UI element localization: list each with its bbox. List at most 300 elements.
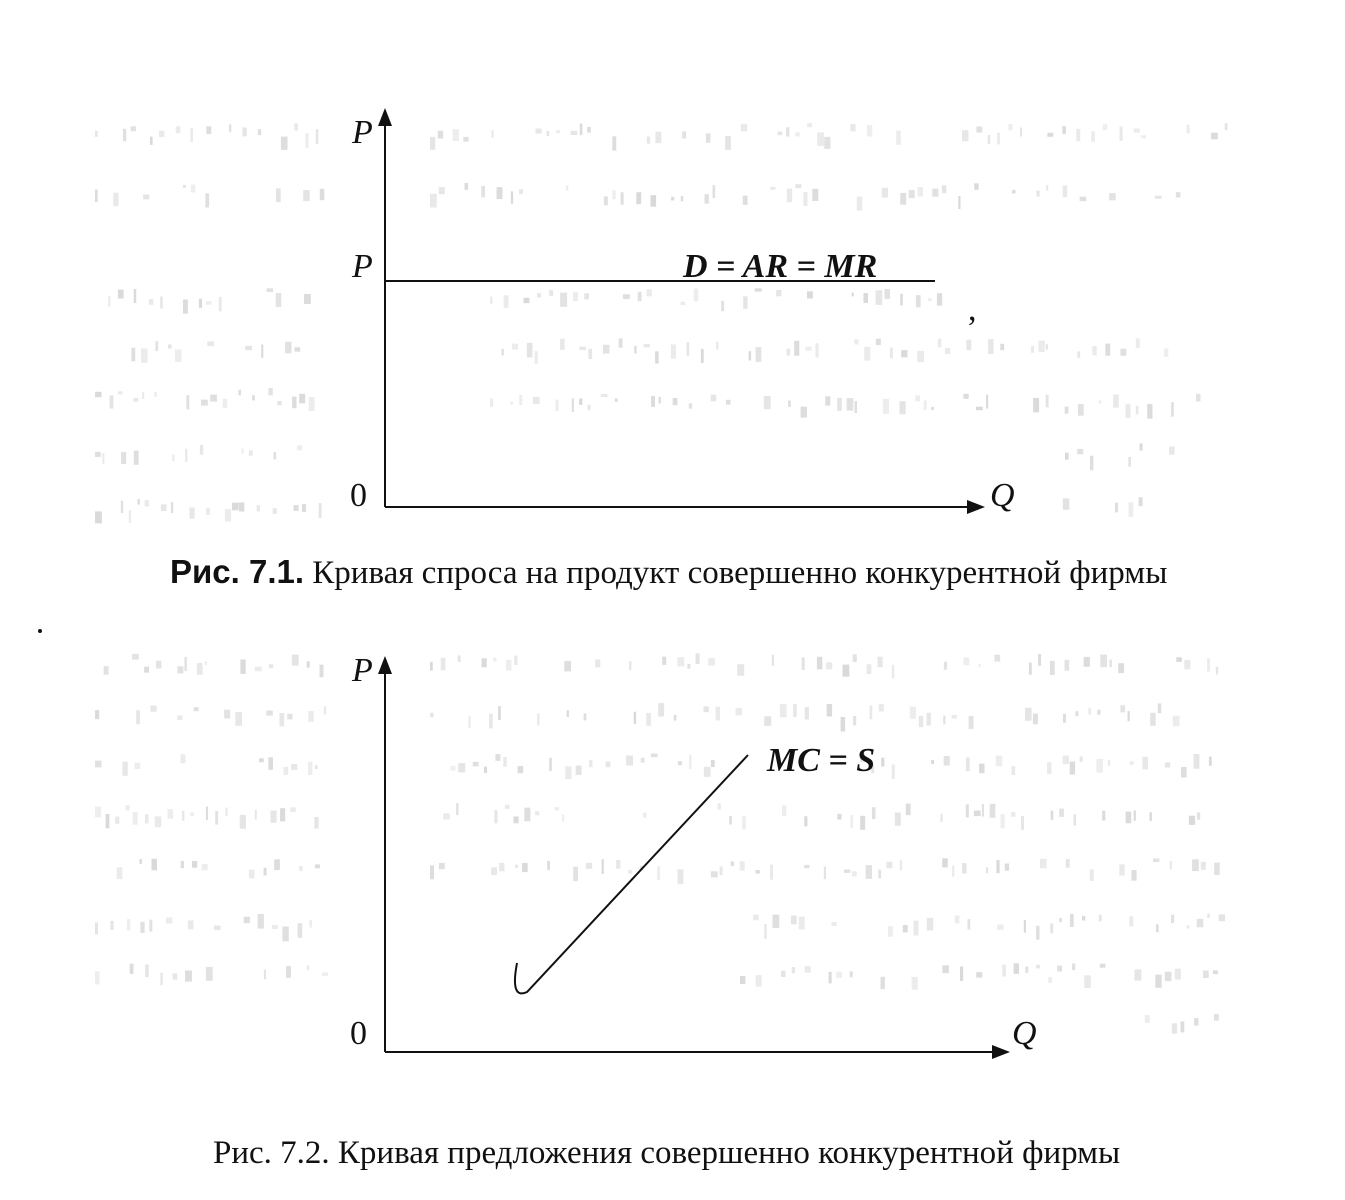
bleed-through-speck bbox=[867, 664, 872, 674]
bleed-through-speck bbox=[564, 661, 571, 671]
bleed-through-speck bbox=[729, 816, 732, 824]
bleed-through-speck bbox=[812, 189, 818, 201]
bleed-through-speck bbox=[502, 349, 504, 356]
bleed-through-speck bbox=[102, 453, 104, 464]
bleed-through-speck bbox=[292, 397, 296, 409]
bleed-through-speck bbox=[1142, 757, 1148, 770]
fig1-x-axis-label: Q bbox=[990, 477, 1015, 514]
bleed-through-speck bbox=[206, 301, 211, 305]
bleed-through-speck bbox=[1012, 190, 1015, 194]
bleed-through-speck bbox=[143, 195, 149, 200]
bleed-through-speck bbox=[1057, 966, 1062, 972]
bleed-through-speck bbox=[701, 349, 704, 363]
bleed-through-speck bbox=[1216, 667, 1218, 675]
bleed-through-speck bbox=[274, 452, 277, 459]
bleed-through-speck bbox=[518, 766, 524, 773]
bleed-through-speck bbox=[511, 402, 513, 405]
bleed-through-speck bbox=[647, 289, 652, 296]
bleed-through-speck bbox=[979, 764, 984, 774]
bleed-through-speck bbox=[673, 398, 678, 405]
bleed-through-speck bbox=[976, 972, 982, 978]
fig2-x-axis-label: Q bbox=[1012, 1015, 1037, 1052]
bleed-through-speck bbox=[1036, 926, 1039, 940]
bleed-through-speck bbox=[430, 865, 434, 879]
bleed-through-speck bbox=[489, 714, 493, 729]
bleed-through-speck bbox=[152, 859, 158, 871]
bleed-through-speck bbox=[1172, 1023, 1177, 1033]
bleed-through-speck bbox=[240, 660, 245, 674]
bleed-through-speck bbox=[199, 299, 202, 308]
bleed-through-speck bbox=[536, 129, 542, 134]
bleed-through-speck bbox=[792, 967, 795, 973]
bleed-through-speck bbox=[1115, 503, 1118, 513]
bleed-through-speck bbox=[713, 185, 716, 198]
bleed-through-speck bbox=[589, 760, 593, 767]
bleed-through-speck bbox=[1025, 708, 1032, 721]
bleed-through-speck bbox=[149, 920, 152, 932]
bleed-through-speck bbox=[1063, 186, 1067, 198]
bleed-through-speck bbox=[481, 186, 485, 197]
bleed-through-speck bbox=[142, 392, 144, 399]
bleed-through-speck bbox=[514, 656, 517, 665]
bleed-through-speck bbox=[1175, 969, 1181, 980]
bleed-through-speck bbox=[918, 187, 924, 196]
bleed-through-speck bbox=[906, 804, 911, 816]
bleed-through-speck bbox=[1012, 766, 1016, 775]
bleed-through-speck bbox=[197, 663, 203, 675]
bleed-through-speck bbox=[185, 449, 187, 462]
bleed-through-speck bbox=[704, 706, 709, 712]
bleed-through-speck bbox=[1120, 127, 1123, 141]
bleed-through-speck bbox=[229, 124, 231, 132]
bleed-through-speck bbox=[705, 194, 709, 203]
bleed-through-speck bbox=[1047, 762, 1052, 774]
bleed-through-speck bbox=[490, 399, 493, 407]
bleed-through-speck bbox=[1130, 761, 1134, 764]
bleed-through-speck bbox=[827, 704, 832, 717]
bleed-through-speck bbox=[988, 339, 993, 354]
bleed-through-speck bbox=[1090, 870, 1094, 881]
bleed-through-speck bbox=[188, 920, 194, 929]
bleed-through-speck bbox=[131, 348, 135, 362]
bleed-through-speck bbox=[1063, 498, 1070, 509]
bleed-through-speck bbox=[547, 131, 549, 136]
bleed-through-speck bbox=[1051, 811, 1054, 820]
bleed-through-speck bbox=[1096, 759, 1103, 773]
bleed-through-speck bbox=[917, 351, 924, 362]
bleed-through-speck bbox=[272, 925, 278, 929]
bleed-through-speck bbox=[537, 713, 540, 725]
bleed-through-speck bbox=[694, 289, 699, 302]
bleed-through-speck bbox=[292, 655, 299, 666]
bleed-through-speck bbox=[160, 973, 162, 985]
bleed-through-speck bbox=[687, 342, 690, 356]
bleed-through-speck bbox=[215, 811, 218, 825]
bleed-through-speck bbox=[682, 132, 686, 139]
bleed-through-speck bbox=[916, 295, 921, 307]
bleed-through-speck bbox=[584, 293, 589, 299]
bleed-through-speck bbox=[177, 716, 182, 721]
bleed-through-speck bbox=[962, 130, 969, 141]
bleed-through-speck bbox=[242, 448, 244, 453]
bleed-through-speck bbox=[903, 925, 908, 932]
bleed-through-speck bbox=[756, 347, 762, 362]
bleed-through-speck bbox=[207, 341, 214, 346]
bleed-through-speck bbox=[826, 662, 832, 669]
bleed-through-speck bbox=[604, 196, 608, 205]
bleed-through-speck bbox=[878, 657, 883, 668]
bleed-through-speck bbox=[1100, 964, 1106, 968]
bleed-through-speck bbox=[280, 808, 285, 821]
bleed-through-speck bbox=[795, 184, 801, 188]
bleed-through-speck bbox=[287, 714, 292, 720]
bleed-through-speck bbox=[473, 762, 479, 767]
bleed-through-speck bbox=[186, 395, 189, 409]
bleed-through-speck bbox=[657, 866, 660, 880]
bleed-through-speck bbox=[223, 399, 227, 408]
bleed-through-speck bbox=[219, 297, 222, 312]
bleed-through-speck bbox=[172, 454, 175, 461]
bleed-through-speck bbox=[587, 127, 591, 133]
bleed-through-speck bbox=[1155, 196, 1162, 199]
bleed-through-speck bbox=[900, 401, 906, 414]
bleed-through-speck bbox=[136, 710, 140, 724]
bleed-through-speck bbox=[1139, 497, 1143, 506]
bleed-through-speck bbox=[988, 135, 991, 144]
bleed-through-speck bbox=[843, 665, 850, 677]
bleed-through-speck bbox=[927, 713, 931, 726]
bleed-through-speck bbox=[1050, 924, 1053, 934]
bleed-through-speck bbox=[497, 187, 503, 199]
bleed-through-speck bbox=[269, 664, 273, 668]
bleed-through-speck bbox=[850, 124, 855, 131]
bleed-through-speck bbox=[1187, 925, 1189, 928]
bleed-through-speck bbox=[1066, 859, 1070, 868]
bleed-through-speck bbox=[718, 803, 721, 809]
bleed-through-speck bbox=[1084, 975, 1091, 988]
bleed-through-speck bbox=[458, 655, 461, 662]
bleed-through-speck bbox=[533, 397, 540, 404]
bleed-through-speck bbox=[239, 390, 242, 396]
bleed-through-speck bbox=[586, 863, 592, 869]
bleed-through-speck bbox=[255, 667, 262, 672]
bleed-through-speck bbox=[636, 192, 641, 204]
fig1-origin-label: 0 bbox=[350, 477, 367, 514]
bleed-through-speck bbox=[942, 965, 949, 973]
bleed-through-speck bbox=[764, 924, 766, 939]
bleed-through-speck bbox=[235, 712, 242, 726]
bleed-through-speck bbox=[629, 661, 631, 670]
bleed-through-speck bbox=[847, 398, 854, 411]
bleed-through-speck bbox=[1065, 453, 1069, 460]
bleed-through-speck bbox=[176, 126, 181, 133]
bleed-through-speck bbox=[772, 655, 774, 666]
bleed-through-speck bbox=[878, 870, 881, 879]
bleed-through-speck bbox=[787, 189, 792, 203]
bleed-through-speck bbox=[132, 654, 139, 660]
bleed-through-speck bbox=[239, 502, 244, 511]
bleed-through-speck bbox=[139, 859, 142, 864]
bleed-through-speck bbox=[183, 185, 186, 188]
bleed-through-speck bbox=[280, 713, 285, 726]
bleed-through-speck bbox=[106, 814, 110, 828]
bleed-through-speck bbox=[681, 302, 686, 305]
bleed-through-speck bbox=[876, 339, 881, 345]
bleed-through-speck bbox=[851, 815, 853, 828]
bleed-through-speck bbox=[274, 859, 280, 870]
bleed-through-speck bbox=[976, 407, 983, 411]
bleed-through-speck bbox=[787, 349, 791, 356]
bleed-through-speck bbox=[1080, 197, 1087, 201]
bleed-through-speck bbox=[506, 660, 512, 671]
bleed-through-speck bbox=[271, 811, 277, 823]
bleed-through-speck bbox=[458, 763, 465, 772]
bleed-through-speck bbox=[294, 123, 298, 130]
bleed-through-speck bbox=[1031, 346, 1034, 353]
bleed-through-speck bbox=[1150, 713, 1156, 726]
bleed-through-speck bbox=[194, 707, 199, 711]
bleed-through-speck bbox=[651, 754, 658, 758]
bleed-through-speck bbox=[1084, 657, 1090, 667]
bleed-through-speck bbox=[1128, 457, 1131, 467]
bleed-through-speck bbox=[1173, 716, 1180, 727]
bleed-through-speck bbox=[651, 396, 655, 407]
bleed-through-speck bbox=[1129, 502, 1134, 517]
bleed-through-speck bbox=[453, 129, 459, 141]
bleed-through-speck bbox=[743, 196, 748, 205]
bleed-through-speck bbox=[277, 401, 281, 405]
bleed-through-speck bbox=[1038, 654, 1041, 666]
bleed-through-speck bbox=[909, 190, 915, 198]
bleed-through-speck bbox=[1062, 126, 1066, 134]
bleed-through-speck bbox=[743, 296, 747, 309]
bleed-through-speck bbox=[937, 293, 942, 306]
bleed-through-speck bbox=[1047, 133, 1053, 137]
bleed-through-speck bbox=[932, 189, 938, 197]
bleed-through-speck bbox=[997, 133, 1000, 145]
bleed-through-speck bbox=[299, 866, 302, 871]
bleed-through-speck bbox=[519, 189, 523, 194]
bleed-through-speck bbox=[867, 125, 872, 137]
bleed-through-speck bbox=[537, 293, 541, 298]
bleed-through-speck bbox=[305, 133, 308, 148]
bleed-through-speck bbox=[944, 662, 947, 670]
bleed-through-speck bbox=[1024, 920, 1026, 933]
bleed-through-speck bbox=[225, 509, 231, 522]
bleed-through-speck bbox=[1025, 966, 1028, 973]
bleed-through-speck bbox=[185, 971, 192, 982]
bleed-through-speck bbox=[95, 807, 101, 818]
bleed-through-speck bbox=[1126, 812, 1132, 824]
bleed-through-speck bbox=[1037, 191, 1040, 197]
bleed-through-speck bbox=[803, 192, 807, 206]
fig1-y-axis-arrow bbox=[378, 108, 392, 126]
bleed-through-speck bbox=[130, 964, 134, 974]
bleed-through-speck bbox=[643, 813, 646, 818]
bleed-through-speck bbox=[634, 712, 636, 724]
stray-dot bbox=[38, 629, 42, 633]
bleed-through-speck bbox=[584, 714, 587, 721]
bleed-through-speck bbox=[1201, 862, 1206, 870]
bleed-through-speck bbox=[1099, 915, 1102, 922]
bleed-through-speck bbox=[1000, 344, 1004, 350]
bleed-through-speck bbox=[514, 816, 519, 823]
bleed-through-speck bbox=[1077, 351, 1080, 358]
bleed-through-speck bbox=[837, 398, 842, 411]
bleed-through-speck bbox=[495, 754, 500, 761]
bleed-through-speck bbox=[1075, 711, 1078, 716]
bleed-through-speck bbox=[249, 870, 255, 879]
bleed-through-speck bbox=[177, 666, 183, 673]
bleed-through-speck bbox=[1171, 915, 1174, 923]
bleed-through-speck bbox=[1219, 914, 1225, 921]
bleed-through-speck bbox=[756, 870, 760, 874]
bleed-through-speck bbox=[841, 717, 846, 732]
bleed-through-speck bbox=[304, 294, 311, 304]
fig1-caption-label: Рис. 7.1. bbox=[170, 553, 305, 590]
bleed-through-speck bbox=[901, 350, 907, 357]
bleed-through-speck bbox=[145, 500, 150, 506]
bleed-through-speck bbox=[267, 288, 273, 292]
bleed-through-speck bbox=[919, 716, 923, 727]
bleed-through-speck bbox=[430, 137, 435, 150]
bleed-through-speck bbox=[1108, 760, 1110, 766]
bleed-through-speck bbox=[942, 858, 948, 867]
bleed-through-speck bbox=[708, 658, 715, 665]
bleed-through-speck bbox=[764, 716, 771, 726]
bleed-through-speck bbox=[1072, 964, 1075, 971]
bleed-through-speck bbox=[308, 762, 312, 775]
bleed-through-speck bbox=[1091, 131, 1095, 142]
fig1-stray-mark: , bbox=[968, 291, 977, 328]
bleed-through-speck bbox=[320, 665, 324, 678]
bleed-through-speck bbox=[1076, 129, 1080, 142]
bleed-through-speck bbox=[955, 916, 960, 924]
bleed-through-speck bbox=[924, 401, 927, 410]
bleed-through-speck bbox=[276, 293, 282, 307]
bleed-through-speck bbox=[888, 926, 893, 937]
bleed-through-speck bbox=[807, 123, 812, 127]
bleed-through-speck bbox=[299, 394, 305, 404]
bleed-through-speck bbox=[876, 290, 883, 305]
bleed-through-speck bbox=[944, 756, 950, 766]
bleed-through-speck bbox=[206, 508, 210, 515]
bleed-through-speck bbox=[1078, 404, 1084, 416]
bleed-through-speck bbox=[110, 921, 113, 930]
bleed-through-speck bbox=[626, 756, 633, 766]
bleed-through-speck bbox=[1097, 710, 1100, 715]
bleed-through-speck bbox=[696, 653, 700, 664]
bleed-through-speck bbox=[962, 863, 967, 874]
bleed-through-speck bbox=[430, 194, 437, 208]
bleed-through-speck bbox=[159, 131, 164, 137]
bleed-through-speck bbox=[573, 867, 578, 882]
bleed-through-speck bbox=[1002, 965, 1006, 977]
bleed-through-speck bbox=[1165, 972, 1172, 981]
bleed-through-speck bbox=[284, 767, 289, 775]
bleed-through-speck bbox=[184, 657, 187, 671]
bleed-through-speck bbox=[456, 803, 458, 815]
bleed-through-speck bbox=[1187, 125, 1190, 134]
bleed-through-speck bbox=[885, 289, 891, 299]
bleed-through-speck bbox=[1134, 811, 1136, 821]
bleed-through-speck bbox=[681, 196, 684, 202]
bleed-through-speck bbox=[144, 667, 149, 673]
bleed-through-speck bbox=[535, 351, 538, 364]
bleed-through-speck bbox=[943, 716, 945, 725]
bleed-through-speck bbox=[817, 657, 822, 670]
bleed-through-speck bbox=[571, 131, 578, 135]
bleed-through-speck bbox=[990, 804, 996, 818]
bleed-through-speck bbox=[259, 758, 264, 762]
bleed-through-speck bbox=[161, 504, 167, 511]
bleed-through-speck bbox=[853, 716, 856, 726]
bleed-through-speck bbox=[1105, 344, 1110, 356]
bleed-through-speck bbox=[191, 128, 193, 142]
bleed-through-speck bbox=[1088, 708, 1091, 714]
bleed-through-speck bbox=[606, 762, 611, 768]
bleed-through-speck bbox=[994, 655, 1000, 662]
bleed-through-speck bbox=[854, 339, 858, 344]
bleed-through-speck bbox=[1153, 859, 1159, 863]
bleed-through-speck bbox=[615, 398, 618, 401]
bleed-through-speck bbox=[268, 757, 273, 770]
bleed-through-speck bbox=[320, 189, 325, 200]
bleed-through-speck bbox=[133, 398, 138, 402]
bleed-through-speck bbox=[121, 452, 126, 464]
bleed-through-speck bbox=[795, 132, 800, 136]
bleed-through-speck bbox=[154, 392, 157, 397]
bleed-through-speck bbox=[95, 761, 102, 768]
fig1-caption-text: Кривая спроса на продукт совершенно конкурентной фирмы bbox=[312, 555, 1168, 591]
bleed-through-speck bbox=[689, 755, 691, 769]
bleed-through-speck bbox=[881, 977, 885, 989]
bleed-through-speck bbox=[1158, 703, 1161, 713]
bleed-through-speck bbox=[1140, 443, 1143, 450]
bleed-through-speck bbox=[505, 805, 510, 809]
bleed-through-speck bbox=[1170, 861, 1172, 870]
figure-7-1 bbox=[350, 108, 1015, 514]
fig1-price-level-label: P bbox=[352, 248, 373, 285]
bleed-through-speck bbox=[307, 965, 309, 970]
bleed-through-speck bbox=[181, 754, 186, 763]
bleed-through-speck bbox=[850, 971, 853, 977]
bleed-through-speck bbox=[1207, 914, 1209, 918]
bleed-through-speck bbox=[257, 505, 260, 511]
bleed-through-speck bbox=[612, 190, 615, 199]
fig1-caption bbox=[170, 553, 1167, 592]
bleed-through-speck bbox=[900, 294, 903, 306]
bleed-through-speck bbox=[1063, 756, 1069, 765]
bleed-through-speck bbox=[443, 813, 450, 819]
bleed-through-speck bbox=[145, 964, 149, 977]
bleed-through-speck bbox=[603, 345, 609, 354]
bleed-through-speck bbox=[150, 137, 153, 145]
bleed-through-speck bbox=[115, 817, 119, 824]
bleed-through-speck bbox=[659, 397, 661, 404]
bleed-through-speck bbox=[1194, 754, 1200, 769]
bleed-through-speck bbox=[264, 868, 267, 876]
bleed-through-speck bbox=[527, 343, 533, 358]
bleed-through-speck bbox=[910, 707, 916, 719]
bleed-through-speck bbox=[612, 136, 616, 150]
bleed-through-speck bbox=[261, 345, 263, 358]
bleed-through-speck bbox=[201, 400, 208, 406]
bleed-through-speck bbox=[945, 348, 950, 354]
bleed-through-speck bbox=[731, 862, 734, 866]
bleed-through-speck bbox=[1033, 714, 1038, 725]
bleed-through-speck bbox=[892, 665, 894, 679]
